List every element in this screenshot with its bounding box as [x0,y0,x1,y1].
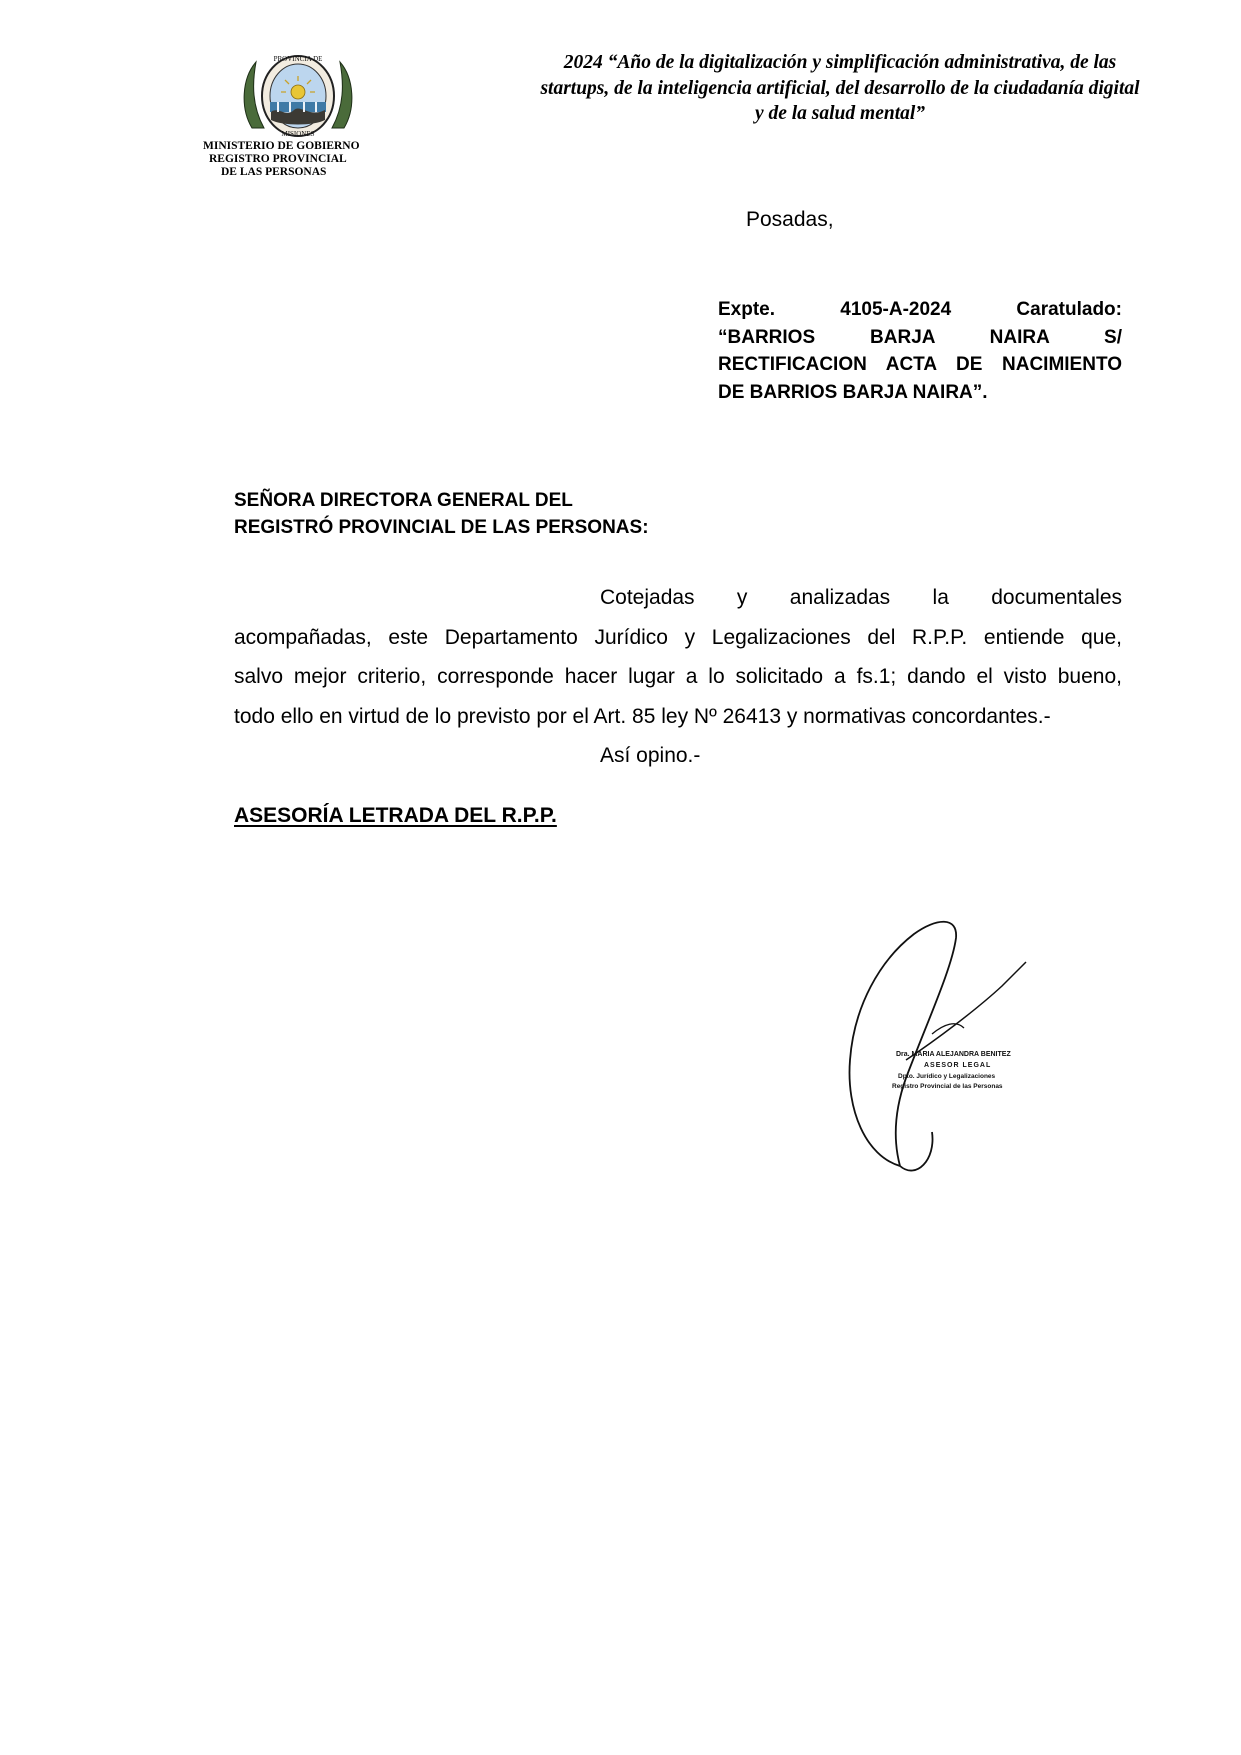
body-line: todo ello en virtud de lo previsto por el Art. 85 ley Nº 26413 y normativas concordantes.- [234,704,1051,728]
signature-with-stamp [836,910,1058,1190]
annual-motto [520,50,1160,127]
case-ref-line: “BARRIOS BARJA NAIRA S/ [718,326,1122,348]
body-line: salvo mejor criterio, corresponde hacer lugar a lo solicitado a fs.1; dando el visto bueno, [234,665,1122,688]
seal-top-text: PROVINCIA DE [273,55,323,63]
case-ref-line: Expte. 4105-A-2024 Caratulado: [718,299,1122,320]
stamp-line: Registro Provincial de las Personas [892,1083,1003,1090]
body-line: acompañadas, este Departamento Jurídico y Legalizaciones del R.P.P. entiende que, [234,625,1122,649]
ministry-block [203,140,360,179]
motto-line: 2024 “Año de la digitalización y simplificación administrativa, de las [563,52,1117,73]
case-ref-line: RECTIFICACION ACTA DE NACIMIENTO [718,354,1122,375]
addressee [234,487,649,541]
ministry-line: MINISTERIO DE GOBIERNO [203,140,360,152]
provincial-seal [238,48,358,140]
motto-line: startups, de la inteligencia artificial, del desarrollo de la ciudadanía digital [540,77,1140,99]
closing-line: Así opino.- [600,744,701,767]
stamp-line: ASESOR LEGAL [924,1062,992,1069]
body-paragraph [234,578,1122,776]
motto-line: y de la salud mental” [754,103,926,124]
body-line: Cotejadas y analizadas la documentales [600,586,1122,609]
addressee-line: SEÑORA DIRECTORA GENERAL DEL [234,490,573,511]
case-ref-line: DE BARRIOS BARJA NAIRA”. [718,381,988,403]
stamp-line: Dra. MARIA ALEJANDRA BENITEZ [896,1051,1011,1058]
case-reference [718,296,1122,406]
ministry-line: DE LAS PERSONAS [221,166,327,178]
place-date: Posadas, [746,208,834,231]
stamp-line: Dpto. Jurídico y Legalizaciones [898,1073,996,1080]
section-heading: ASESORÍA LETRADA DEL R.P.P. [234,804,557,827]
addressee-line: REGISTRÓ PROVINCIAL DE LAS PERSONAS: [234,517,649,538]
seal-bottom-text: MISIONES [281,130,315,138]
ministry-line: REGISTRO PROVINCIAL [209,153,347,165]
